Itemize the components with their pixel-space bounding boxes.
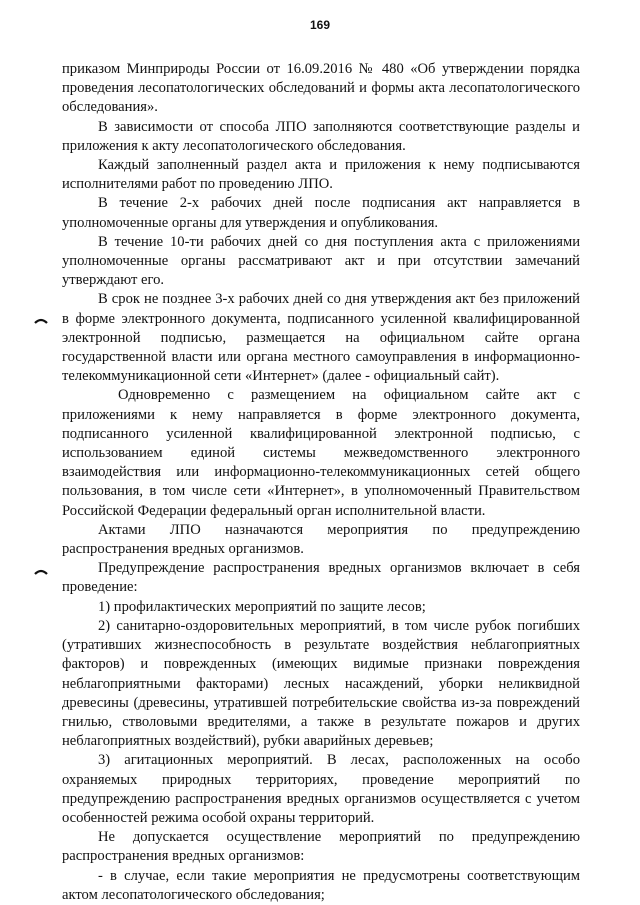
page-number: 169 (309, 18, 331, 32)
list-item: - в случае, если такие мероприятия не предусмотрены соответствующим актом лесопатологического обследования; (62, 867, 580, 903)
paragraph: В течение 10-ти рабочих дней со дня поступления акта с приложениями уполномоченные органы рассматривают акт и при отсутствии замечаний утверждают его. (62, 233, 580, 289)
paragraph: В течение 2-х рабочих дней после подписания акт направляется в уполномоченные органы для утверждения и опубликования. (62, 195, 580, 231)
binder-hole-mark (34, 318, 48, 324)
document-body (62, 60, 580, 905)
list-item: 3) агитационных мероприятий. В лесах, расположенных на особо охраняемых природных территориях, проведение мероприятий по предупреждению распространения вредных организмов осуществляется с учетом особенностей режима особой охраны территорий. (62, 752, 580, 826)
list-item: 2) санитарно-оздоровительных мероприятий, в том числе рубок погибших (утративших жизнеспособность в результате воздействия неблагоприятных факторов) и поврежденных (имеющих видимые признаки повреждения неблагоприятными факторами) лесных насаждений, уборки неликвидной древесины (древесины, утратившей потребительские свойства из-за повреждений гнилью, стволовыми вредителями, а также в результате пожаров и других неблагоприятных воздействий), рубки аварийных деревьев; (62, 617, 580, 750)
paragraph: Предупреждение распространения вредных организмов включает в себя проведение: (62, 560, 580, 596)
paragraph: Не допускается осуществление мероприятий по предупреждению распространения вредных организмов: (62, 829, 580, 865)
paragraph: приказом Минприроды России от 16.09.2016 № 480 «Об утверждении порядка проведения лесопатологических обследований и формы акта лесопатологического обследования». (62, 61, 580, 116)
binder-hole-mark (34, 569, 48, 575)
paragraph: Одновременно с размещением на официальном сайте акт с приложениями к нему направляется в форме электронного документа, подписанного усиленной квалифицированной электронной подписью, с использованием единой системы межведомственного электронного взаимодействия или информационно-телекоммуникационных сетей общего пользования, в том числе сети «Интернет», в уполномоченный Правительством Российской Федерации федеральный орган исполнительной власти. (62, 387, 580, 519)
paragraph: В срок не позднее 3-х рабочих дней со дня утверждения акт без приложений в форме электронного документа, подписанного усиленной квалифицированной электронной подписью, размещается на официальном сайте органа государственной власти или органа местного самоуправления в информационно-телекоммуникационной сети «Интернет» (далее - официальный сайт). (62, 291, 580, 385)
paragraph: Актами ЛПО назначаются мероприятия по предупреждению распространения вредных организмов. (62, 521, 580, 558)
paragraph: В зависимости от способа ЛПО заполняются соответствующие разделы и приложения к акту лесопатологического обследования. (62, 118, 580, 154)
list-item: 1) профилактических мероприятий по защите лесов; (98, 598, 426, 615)
paragraph: Каждый заполненный раздел акта и приложения к нему подписываются исполнителями работ по проведению ЛПО. (62, 157, 580, 193)
